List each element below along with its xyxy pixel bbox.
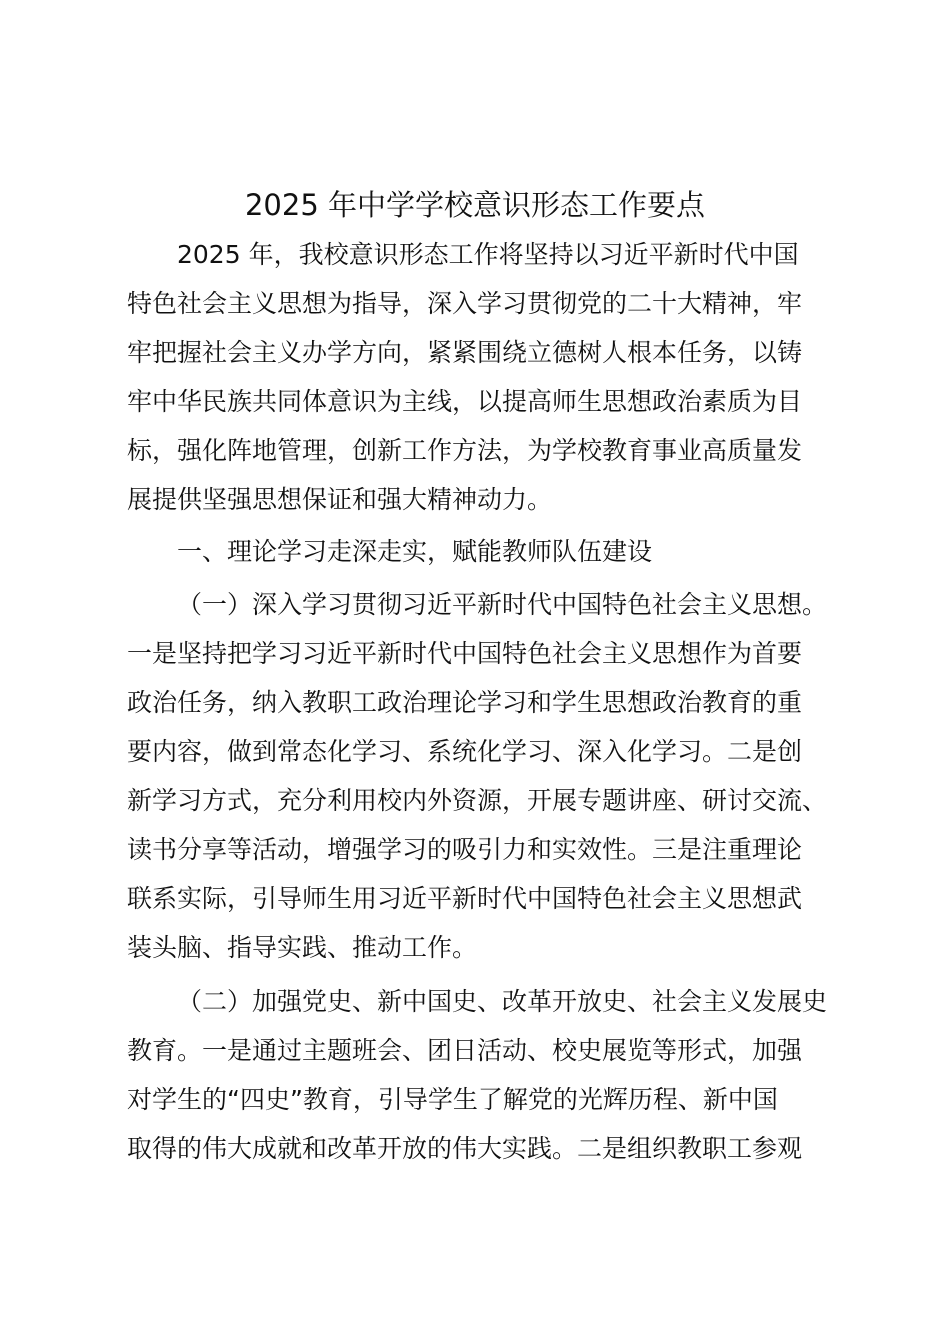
paragraph-line: 取得的伟大成就和改革开放的伟大实践。二是组织教职工参观: [127, 1134, 803, 1163]
subsection-heading: （一）深入学习贯彻习近平新时代中国特色社会主义思想。: [177, 590, 828, 619]
paragraph-line: 装头脑、指导实践、推动工作。: [127, 933, 478, 962]
paragraph-line: 读书分享等活动，增强学习的吸引力和实效性。三是注重理论: [127, 835, 803, 864]
paragraph-line: 牢把握社会主义办学方向，紧紧围绕立德树人根本任务，以铸: [127, 338, 803, 367]
paragraph-line: 教育。一是通过主题班会、团日活动、校史展览等形式，加强: [127, 1036, 803, 1065]
paragraph-line: 要内容，做到常态化学习、系统化学习、深入化学习。二是创: [127, 737, 803, 766]
paragraph-line: 对学生的“四史”教育，引导学生了解党的光辉历程、新中国: [127, 1085, 778, 1114]
document-title: 2025 年中学学校意识形态工作要点: [244, 188, 706, 222]
paragraph-line: 2025 年，我校意识形态工作将坚持以习近平新时代中国: [177, 240, 799, 269]
subsection-heading: （二）加强党史、新中国史、改革开放史、社会主义发展史: [177, 987, 828, 1016]
paragraph-line: 牢中华民族共同体意识为主线，以提高师生思想政治素质为目: [127, 387, 803, 416]
paragraph-line: 新学习方式，充分利用校内外资源，开展专题讲座、研讨交流、: [127, 786, 828, 815]
paragraph-line: 标，强化阵地管理，创新工作方法，为学校教育事业高质量发: [127, 436, 803, 465]
paragraph-line: 政治任务，纳入教职工政治理论学习和学生思想政治教育的重: [127, 688, 803, 717]
paragraph-line: 展提供坚强思想保证和强大精神动力。: [127, 485, 553, 514]
section-heading: 一、理论学习走深走实，赋能教师队伍建设: [177, 537, 653, 566]
paragraph-line: 一是坚持把学习习近平新时代中国特色社会主义思想作为首要: [127, 639, 803, 668]
paragraph-line: 联系实际，引导师生用习近平新时代中国特色社会主义思想武: [127, 884, 803, 913]
paragraph-line: 特色社会主义思想为指导，深入学习贯彻党的二十大精神，牢: [127, 289, 803, 318]
